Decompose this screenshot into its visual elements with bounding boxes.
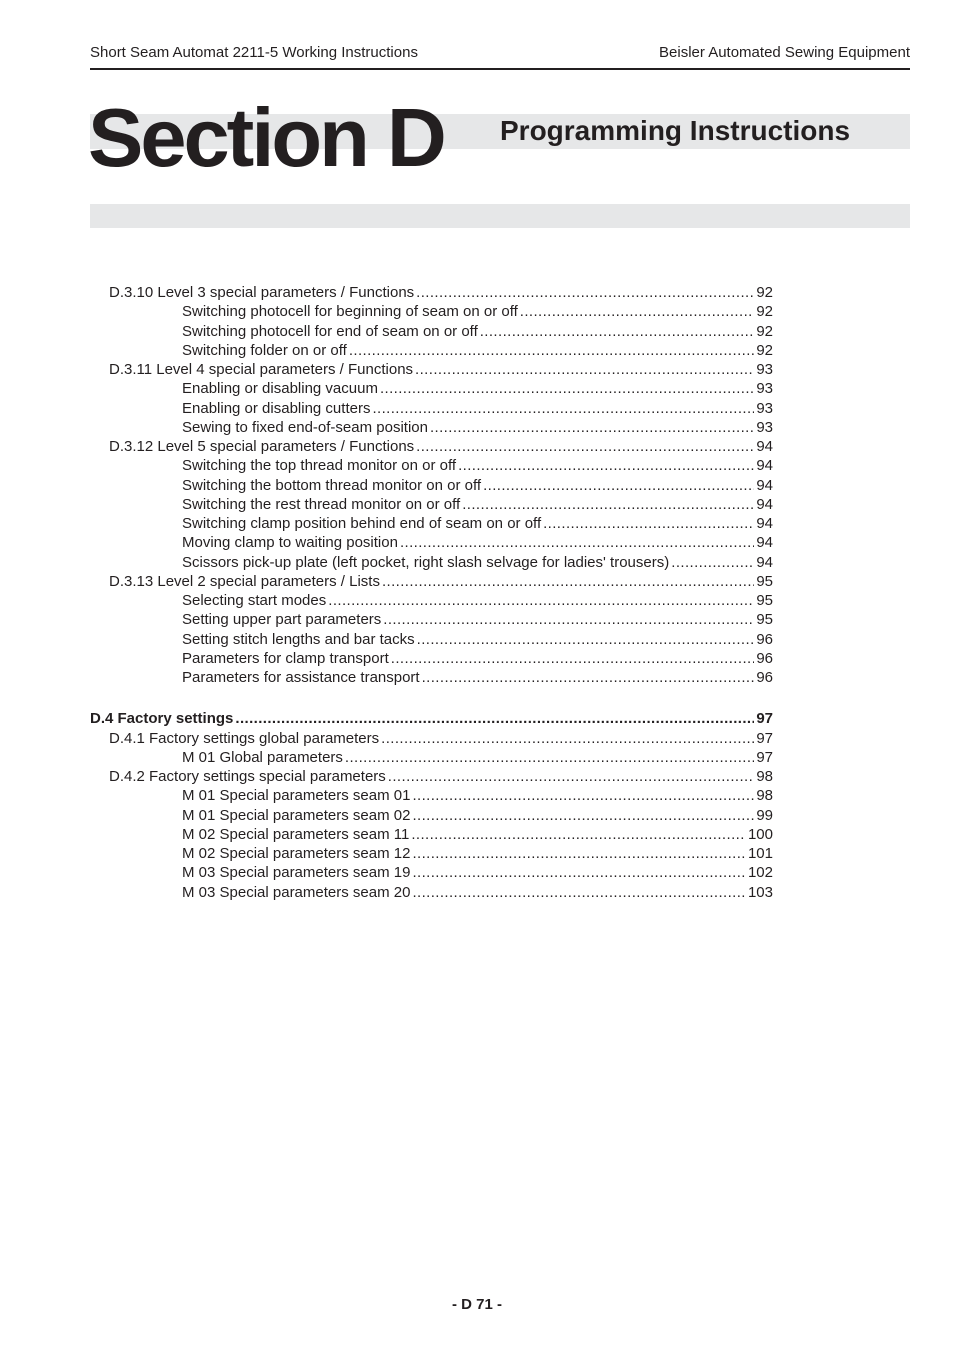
- toc-dot-leader: [417, 630, 755, 649]
- toc-entry-page: 92: [756, 341, 773, 359]
- toc-entry-page: 95: [756, 592, 773, 609]
- toc-entry: [90, 533, 773, 552]
- toc-entry: [90, 572, 773, 591]
- toc-entry-page: 100: [747, 825, 773, 843]
- toc-dot-leader: [462, 495, 754, 514]
- toc-entry: [90, 553, 773, 572]
- toc-entry-page: 94: [756, 515, 773, 532]
- toc-dot-leader: [391, 649, 755, 668]
- toc-entry-title: Parameters for clamp transport: [182, 649, 389, 667]
- toc-dot-leader: [388, 767, 755, 786]
- toc-entry: [90, 863, 773, 882]
- toc-entry-page: 93: [756, 418, 773, 436]
- toc-dot-leader: [380, 379, 754, 398]
- page-number: - D 71 -: [451, 1296, 502, 1313]
- toc-dot-leader: [412, 806, 754, 825]
- toc-dot-leader: [458, 456, 754, 475]
- toc-entry-page: 92: [756, 322, 773, 340]
- toc-entry-page: 102: [747, 864, 773, 882]
- toc-entry: [90, 786, 773, 805]
- toc-entry-page: 97: [756, 748, 773, 766]
- toc-entry-page: 92: [756, 284, 773, 301]
- toc-entry-title: Moving clamp to waiting position: [182, 534, 398, 552]
- toc-dot-leader: [416, 437, 754, 456]
- toc-entry-title: M 02 Special parameters seam 11: [182, 825, 410, 843]
- toc-dot-leader: [483, 476, 754, 495]
- toc-entry-title: Setting stitch lengths and bar tacks: [182, 630, 415, 648]
- toc-dot-leader: [372, 399, 754, 418]
- toc-entry: [90, 341, 773, 360]
- toc-dot-leader: [383, 610, 754, 629]
- toc-entry-page: 92: [756, 303, 773, 321]
- toc-entry: [90, 514, 773, 533]
- toc-entry-title: Sewing to fixed end-of-seam position: [182, 418, 428, 436]
- toc-dot-leader: [416, 283, 754, 302]
- toc-dot-leader: [381, 729, 754, 748]
- toc-entry: [90, 322, 773, 341]
- toc-entry-title: Switching photocell for end of seam on or off: [182, 322, 478, 340]
- table-of-contents: [90, 283, 773, 902]
- toc-entry-page: 93: [756, 380, 773, 398]
- toc-entry: [90, 283, 773, 302]
- toc-entry: [90, 844, 773, 863]
- toc-dot-leader: [422, 668, 755, 687]
- toc-entry: [90, 476, 773, 495]
- toc-entry-page: 101: [747, 845, 773, 862]
- toc-dot-leader: [480, 322, 755, 341]
- toc-entry: [90, 379, 773, 398]
- toc-entry-page: 103: [747, 883, 773, 901]
- toc-entry-title: M 03 Special parameters seam 19: [182, 864, 411, 882]
- toc-entry-title: Scissors pick-up plate (left pocket, right slash selvage for ladies' trousers): [182, 553, 670, 571]
- toc-entry-page: 98: [756, 787, 773, 805]
- toc-entry-page: 93: [756, 361, 773, 378]
- toc-entry: [90, 630, 773, 649]
- toc-entry-title: D.3.11 Level 4 special parameters / Functions: [109, 361, 414, 378]
- toc-entry-title: M 01 Global parameters: [182, 748, 343, 766]
- toc-entry-page: 97: [756, 710, 773, 728]
- toc-entry-page: 96: [756, 649, 773, 667]
- toc-entry-title: Enabling or disabling cutters: [182, 399, 371, 417]
- toc-entry-page: 94: [756, 457, 773, 475]
- toc-entry-title: D.3.10 Level 3 special parameters / Functions: [109, 284, 415, 301]
- toc-entry: [90, 495, 773, 514]
- toc-entry-title: Switching the bottom thread monitor on or off: [182, 476, 482, 494]
- toc-entry: [90, 360, 773, 379]
- toc-entry-title: Switching the rest thread monitor on or off: [182, 495, 461, 513]
- toc-entry-page: 95: [756, 611, 773, 629]
- toc-entry-title: Switching the top thread monitor on or off: [182, 457, 457, 475]
- toc-entry-title: Switching photocell for beginning of seam on or off: [182, 303, 518, 321]
- toc-entry-title: D.4.2 Factory settings special parameters: [109, 768, 386, 785]
- toc-entry-title: M 02 Special parameters seam 12: [182, 845, 411, 862]
- toc-entry-page: 97: [756, 729, 773, 747]
- toc-entry-title: Enabling or disabling vacuum: [182, 380, 378, 398]
- toc-entry: [90, 767, 773, 786]
- header-divider: [90, 68, 910, 70]
- toc-dot-leader: [671, 553, 754, 572]
- toc-entry-title: M 03 Special parameters seam 20: [182, 883, 411, 901]
- toc-entry-title: D.3.12 Level 5 special parameters / Functions: [109, 438, 415, 455]
- toc-entry-page: 96: [756, 630, 773, 648]
- toc-entry-title: Parameters for assistance transport: [182, 669, 420, 686]
- toc-entry-page: 94: [756, 553, 773, 571]
- toc-entry: [90, 418, 773, 437]
- toc-entry-title: D.4.1 Factory settings global parameters: [109, 729, 380, 747]
- toc-entry: [90, 649, 773, 668]
- toc-dot-leader: [412, 786, 754, 805]
- toc-entry-title: Setting upper part parameters: [182, 611, 382, 629]
- toc-dot-leader: [382, 572, 754, 591]
- toc-entry-page: 94: [756, 438, 773, 455]
- toc-entry-page: 94: [756, 476, 773, 494]
- toc-entry-title: D.4 Factory settings: [90, 710, 234, 728]
- toc-entry-page: 95: [756, 572, 773, 590]
- toc-entry-title: D.3.13 Level 2 special parameters / Lists: [109, 572, 380, 590]
- header-company-name: Beisler Automated Sewing Equipment: [659, 44, 910, 61]
- toc-entry-page: 94: [756, 495, 773, 513]
- toc-entry: [90, 748, 773, 767]
- toc-entry-page: 93: [756, 399, 773, 417]
- toc-entry: [90, 456, 773, 475]
- toc-entry-title: Selecting start modes: [182, 592, 327, 609]
- toc-entry: [90, 437, 773, 456]
- toc-entry-page: 96: [756, 669, 773, 686]
- toc-entry-title: Switching clamp position behind end of seam on or off: [182, 515, 542, 532]
- page-header: [90, 42, 910, 64]
- section-title: Section D: [88, 91, 444, 184]
- toc-dot-leader: [520, 302, 755, 321]
- toc-entry: [90, 883, 773, 902]
- toc-entry-title: M 01 Special parameters seam 02: [182, 806, 411, 824]
- toc-dot-leader: [345, 748, 754, 767]
- toc-dot-leader: [235, 709, 754, 728]
- toc-dot-leader: [411, 825, 746, 844]
- toc-entry-title: Switching folder on or off: [182, 341, 347, 359]
- toc-dot-leader: [415, 360, 754, 379]
- toc-entry-page: 94: [756, 534, 773, 552]
- toc-entry-page: 99: [756, 806, 773, 824]
- toc-dot-leader: [412, 844, 746, 863]
- toc-dot-leader: [400, 533, 754, 552]
- header-document-title: Short Seam Automat 2211-5 Working Instructions: [90, 44, 418, 61]
- toc-entry: [90, 729, 773, 748]
- decorative-band: [90, 204, 910, 228]
- toc-entry: [90, 610, 773, 629]
- toc-entry: [90, 591, 773, 610]
- toc-entry-title: M 01 Special parameters seam 01: [182, 787, 411, 805]
- toc-entry: [90, 825, 773, 844]
- toc-entry: [90, 399, 773, 418]
- toc-entry: [90, 668, 773, 687]
- toc-dot-leader: [412, 863, 746, 882]
- section-subtitle: Programming Instructions: [500, 115, 851, 146]
- toc-entry: [90, 806, 773, 825]
- toc-dot-leader: [412, 883, 746, 902]
- toc-entry: [90, 302, 773, 321]
- toc-dot-leader: [430, 418, 754, 437]
- toc-dot-leader: [349, 341, 754, 360]
- toc-dot-leader: [328, 591, 754, 610]
- toc-entry-page: 98: [756, 768, 773, 785]
- toc-entry: [90, 709, 773, 728]
- toc-dot-leader: [543, 514, 754, 533]
